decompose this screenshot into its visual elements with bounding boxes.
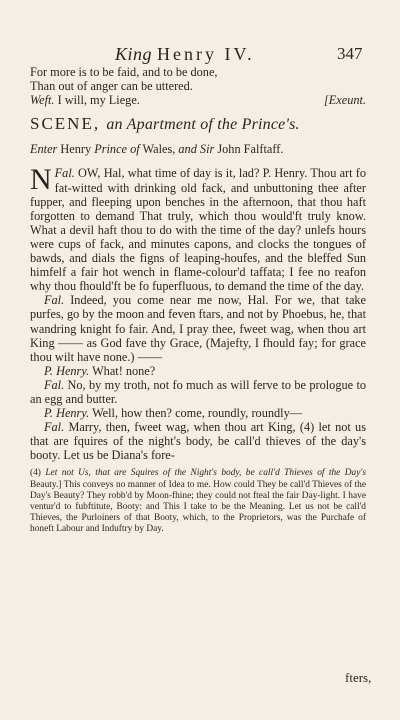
speech-text: OW, Hal, what time of day is it, lad? P. Henry. Thou art fo fat-witted with drinking old fack, and unbuttoning thee after fupper, and fleeping upon benches in the afternoon, that thou haft forgotten to demand That truly, which thou would'ft truly know. What a devil haft thou to do with the time of the day? unlefs hours were cups of fack, and minutes capons, and clocks the tongues of bawds, and dials the figns of leaping-houfes, and the bleffed Sun himfelf a fair hot wench in flame-colour'd taffata; I fee no reafon why thou fhould'ft be fo fuperfluous, to demand the time of the day.	[30, 166, 366, 294]
speech-text: Marry, then, fweet wag, when thou art King, (4) let not us that are fquires of the night's body, be call'd thieves of the day's booty. Let us be Diana's fore-	[30, 420, 366, 463]
enter-and: and Sir	[178, 142, 215, 157]
page-number: 347	[337, 44, 363, 63]
scene-label: SCENE,	[30, 114, 101, 134]
speech-text: Well, how then? come, roundly, roundly—	[92, 406, 303, 421]
verse-line-2: Than out of anger can be uttered.	[30, 79, 193, 94]
catchword: fters,	[345, 670, 372, 685]
enter-direction	[30, 142, 366, 156]
enter-place-1: Wales,	[142, 142, 176, 157]
speaker-label: P. Henry.	[44, 363, 90, 378]
footnote-quote: Let not Us, that are Squires of the Night's body, be call'd Thieves of the Day's	[45, 468, 367, 479]
running-title-king: King	[115, 44, 153, 64]
verse-line-1: For more is to be faid, and to be done,	[30, 65, 218, 79]
speaker-label: Fal.	[44, 420, 65, 435]
running-header	[0, 44, 400, 64]
exit-stage-direction: [Exeunt.	[323, 93, 366, 108]
speaker-label: Fal.	[54, 166, 75, 181]
speech-text: Indeed, you come near me now, Hal. For we, that take purfes, go by the moon and feven ftars, and not by Phoebus, he, that wandring knight fo fair. And, I pray thee, fweet wag, when thou art King —— as God fave thy Grace, (Majefty, I fhould fay; for grace thou wilt have none.) ——	[30, 293, 367, 364]
enter-title-1: Prince of	[94, 142, 140, 157]
speech-text: No, by my troth, not fo much as will ferve to be prologue to an egg and butter.	[30, 377, 367, 406]
speech-paragraph-3	[30, 364, 366, 378]
text-body	[30, 65, 366, 536]
enter-name-1: Henry	[60, 142, 92, 157]
exit-line	[30, 93, 366, 107]
speaker-label: P. Henry.	[44, 406, 90, 421]
speaker-label: Fal.	[44, 293, 65, 308]
speech-paragraph-1	[30, 163, 366, 294]
speaker-label: Fal.	[44, 377, 65, 392]
speech-paragraph-6	[30, 420, 366, 462]
footnote	[30, 468, 366, 535]
running-title-name: Henry IV.	[157, 44, 255, 64]
speech-paragraph-4	[30, 378, 366, 406]
speech-paragraph-2	[30, 293, 366, 363]
scene-location: an Apartment of the Prince's.	[106, 116, 300, 134]
footnote-text: Beauty.] This conveys no manner of Idea to me. How could They be call'd Thieves of the Day's Beauty? They robb'd by Moon-fhine; they could not fteal the fair Day-light. I have ventur'd to fubftitute, Booty: and This I take to be the Meaning. Let us not be call'd Thieves, the Purloiners of that Booty, which, to the Proprietors, was the Purchafe of honeft Labour and Induftry by Day.	[30, 479, 366, 535]
speech-paragraph-5	[30, 406, 366, 420]
exit-speaker: Weft.	[30, 93, 55, 108]
exit-speech	[30, 93, 140, 107]
enter-word: Enter	[30, 142, 58, 157]
scene-heading	[30, 114, 366, 134]
enter-name-2: John Falftaff.	[217, 142, 284, 157]
footnote-marker: (4)	[30, 468, 41, 479]
speech-text: What! none?	[92, 363, 156, 378]
exit-text: I will, my Liege.	[57, 93, 140, 108]
running-title	[115, 44, 255, 65]
drop-capital: N	[30, 163, 52, 197]
